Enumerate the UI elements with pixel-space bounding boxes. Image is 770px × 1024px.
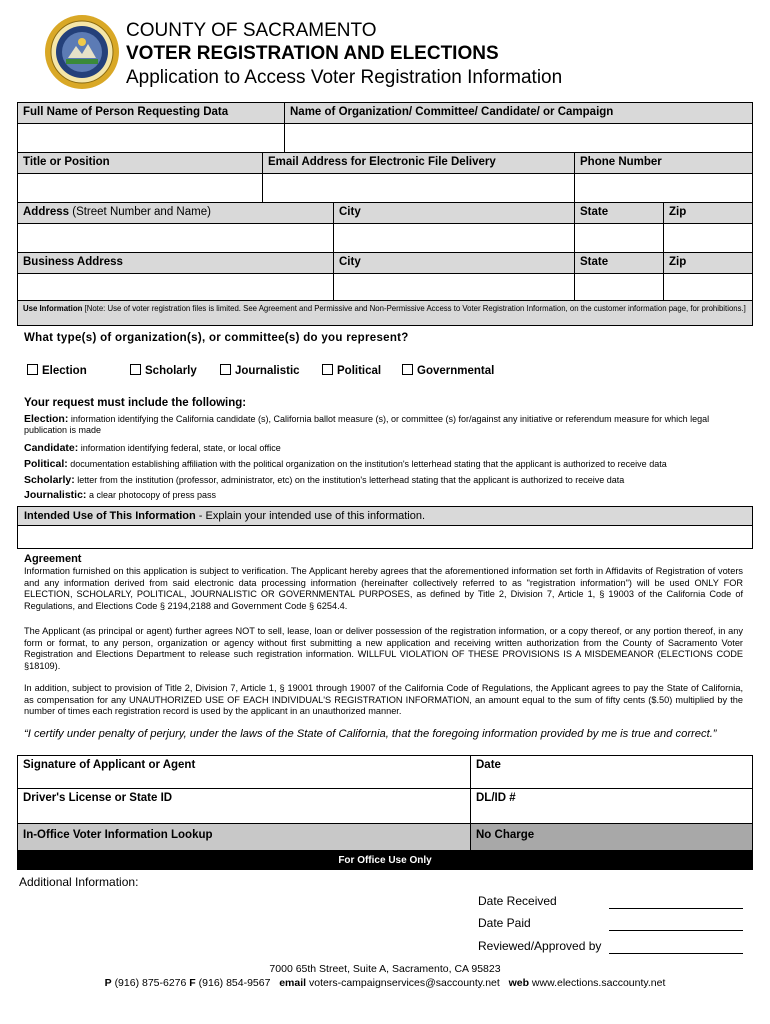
organization-label-cell (284, 102, 753, 124)
title-label: Title or Position (23, 156, 110, 168)
signature-cell[interactable] (17, 755, 471, 789)
organization-field[interactable] (284, 123, 753, 153)
reviewed-label: Reviewed/Approved by (478, 939, 602, 953)
business-state-label-cell (574, 252, 664, 274)
checkbox-box[interactable] (27, 364, 38, 375)
full-name-label-cell (17, 102, 285, 124)
state-field[interactable] (574, 223, 664, 253)
business-zip-label-cell (663, 252, 753, 274)
business-address-label-cell (17, 252, 334, 274)
business-address-field[interactable] (17, 273, 334, 301)
dlid-cell[interactable] (470, 788, 753, 824)
footer-address: 7000 65th Street, Suite A, Sacramento, CA 95823 (269, 963, 501, 975)
title-label-cell (17, 152, 263, 174)
footer-web[interactable]: www.elections.saccounty.net (531, 977, 666, 989)
date-received-line[interactable] (609, 894, 743, 909)
date-paid-line[interactable] (609, 916, 743, 931)
date-cell[interactable] (470, 755, 753, 789)
organization-type-question: What type(s) of organization(s), or committee(s) do you represent? (24, 332, 409, 344)
zip-label-cell (663, 202, 753, 224)
lookup-label: In-Office Voter Information Lookup (23, 829, 213, 841)
organization-label: Name of Organization/ Committee/ Candidate/ or Campaign (290, 106, 614, 118)
zip-label: Zip (669, 206, 687, 218)
form-title: Application to Access Voter Registration Information (126, 67, 563, 88)
date-paid-label: Date Paid (478, 916, 531, 930)
signature-label: Signature of Applicant or Agent (23, 759, 196, 771)
form-header (126, 20, 562, 90)
certification-statement: “I certify under penalty of perjury, under the laws of the State of California, that the foregoing information provided by me is true and correct.” (24, 728, 717, 740)
business-address-label: Business Address (23, 256, 123, 268)
checkbox-box[interactable] (130, 364, 141, 375)
no-charge-label: No Charge (476, 829, 535, 841)
address-label: Address (Street Number and Name) (23, 206, 211, 218)
requirement-election: Election: information identifying the California candidate (s), California ballot measure (s), or committee (s) for/against any initiative or referendum measure for which legal publication is made (24, 413, 710, 435)
city-label-cell (333, 202, 575, 224)
intended-use-label: Intended Use of This Information - Explain your intended use of this information. (17, 506, 753, 526)
license-label: Driver's License or State ID (23, 792, 173, 804)
business-zip-field[interactable] (663, 273, 753, 301)
date-label: Date (476, 759, 501, 771)
email-label-cell (262, 152, 575, 174)
agreement-heading: Agreement (24, 553, 82, 565)
footer-email[interactable]: voters-campaignservices@saccounty.net (309, 977, 500, 989)
business-city-label: City (339, 256, 361, 268)
license-cell[interactable] (17, 788, 471, 824)
intended-use-field[interactable] (17, 525, 753, 549)
requirement-political: Political: documentation establishing affiliation with the political organization on the institution's letterhead stating that the applicant is authorized to receive data (24, 458, 667, 470)
email-label: Email Address for Electronic File Delivery (268, 156, 496, 168)
checkbox-box[interactable] (402, 364, 413, 375)
checkbox-box[interactable] (322, 364, 333, 375)
phone-field[interactable] (574, 173, 753, 203)
email-field[interactable] (262, 173, 575, 203)
additional-info-label: Additional Information: (19, 875, 139, 889)
city-label: City (339, 206, 361, 218)
county-name: COUNTY OF SACRAMENTO (126, 20, 377, 41)
no-charge-cell (470, 823, 753, 851)
business-city-field[interactable] (333, 273, 575, 301)
checkbox-journalistic[interactable]: Journalistic (220, 364, 300, 377)
requirements-heading: Your request must include the following: (24, 397, 247, 409)
full-name-label: Full Name of Person Requesting Data (23, 106, 229, 118)
county-seal-logo (44, 14, 120, 90)
zip-field[interactable] (663, 223, 753, 253)
requirement-candidate: Candidate: information identifying federal, state, or local office (24, 442, 281, 454)
reviewed-line[interactable] (609, 939, 743, 954)
city-field[interactable] (333, 223, 575, 253)
requirement-scholarly: Scholarly: letter from the institution (professor, administrator, etc) on the institution's letterhead stating that the applicant is authorized to receive data (24, 474, 625, 486)
business-city-label-cell (333, 252, 575, 274)
checkbox-box[interactable] (220, 364, 231, 375)
dlid-label: DL/ID # (476, 792, 516, 804)
address-label-cell (17, 202, 334, 224)
requirement-journalistic: Journalistic: a clear photocopy of press pass (24, 489, 217, 501)
footer-phone: (916) 875-6276 (114, 977, 187, 989)
agreement-paragraph-1: Information furnished on this application is subject to verification. The Applicant hereby agrees that the aforementioned information set forth in Affidavits of Registration of voters and any information derived from said electronic data processing information (hereinafter collectively referred to as "registration information") will be used ONLY FOR ELECTION, SCHOLARLY, POLITICAL, JOURNALISTIC OR GOVERNMENTAL PURPOSES, as defined by Title 2, Division 7, Article 1, § 19003 of the California Code of Regulations, and Elections Code § 2194,2188 and Government Code § 6254.4. (24, 566, 743, 611)
office-use-bar: For Office Use Only (17, 851, 753, 870)
phone-label: Phone Number (580, 156, 662, 168)
checkbox-political[interactable]: Political (322, 364, 381, 377)
business-state-label: State (580, 256, 609, 268)
footer-fax: (916) 854-9567 (198, 977, 271, 989)
lookup-cell (17, 823, 471, 851)
state-label: State (580, 206, 609, 218)
footer-contact: P (916) 875-6276 F (916) 854-9567 email voters-campaignservices@saccounty.net web www.elections.saccounty.net (104, 977, 666, 989)
date-received-label: Date Received (478, 894, 557, 908)
address-field[interactable] (17, 223, 334, 253)
agreement-paragraph-2: The Applicant (as principal or agent) further agrees NOT to sell, lease, loan or deliver possession of the registration information, or a copy thereof, or any portion thereof, in any form or format, to any person, organization or agency without first submitting a new application and receiving written authorization from the County of Sacramento Voter Registration and Elections Department to release such registration information. WILLFUL VIOLATION OF THESE PROVISIONS IS A MISDEMEANOR (ELECTIONS CODE §18109). (24, 626, 743, 671)
checkbox-governmental[interactable]: Governmental (402, 364, 494, 377)
checkbox-election[interactable]: Election (27, 364, 87, 377)
business-zip-label: Zip (669, 256, 687, 268)
title-field[interactable] (17, 173, 263, 203)
business-state-field[interactable] (574, 273, 664, 301)
state-label-cell (574, 202, 664, 224)
agreement-paragraph-3: In addition, subject to provision of Title 2, Division 7, Article 1, § 19001 through 19007 of the California Code of Regulations, the Applicant agrees to pay the State of California, as compensation for any UNAUTHORIZED USE OF EACH INDIVIDUAL'S REGISTRATION INFORMATION, an amount equal to the sum of fifty cents ($.50) multiplied by the number of times each registration record is used by the applicant in an unauthorized manner. (24, 683, 743, 717)
phone-label-cell (574, 152, 753, 174)
use-information-note: Use Information [Note: Use of voter registration files is limited. See Agreement and Permissive and Non-Permissive Access to Voter Registration Information, on the customer information page, for prohibitions.] (17, 300, 753, 326)
checkbox-scholarly[interactable]: Scholarly (130, 364, 197, 377)
full-name-field[interactable] (17, 123, 285, 153)
department-name: VOTER REGISTRATION AND ELECTIONS (126, 43, 499, 64)
